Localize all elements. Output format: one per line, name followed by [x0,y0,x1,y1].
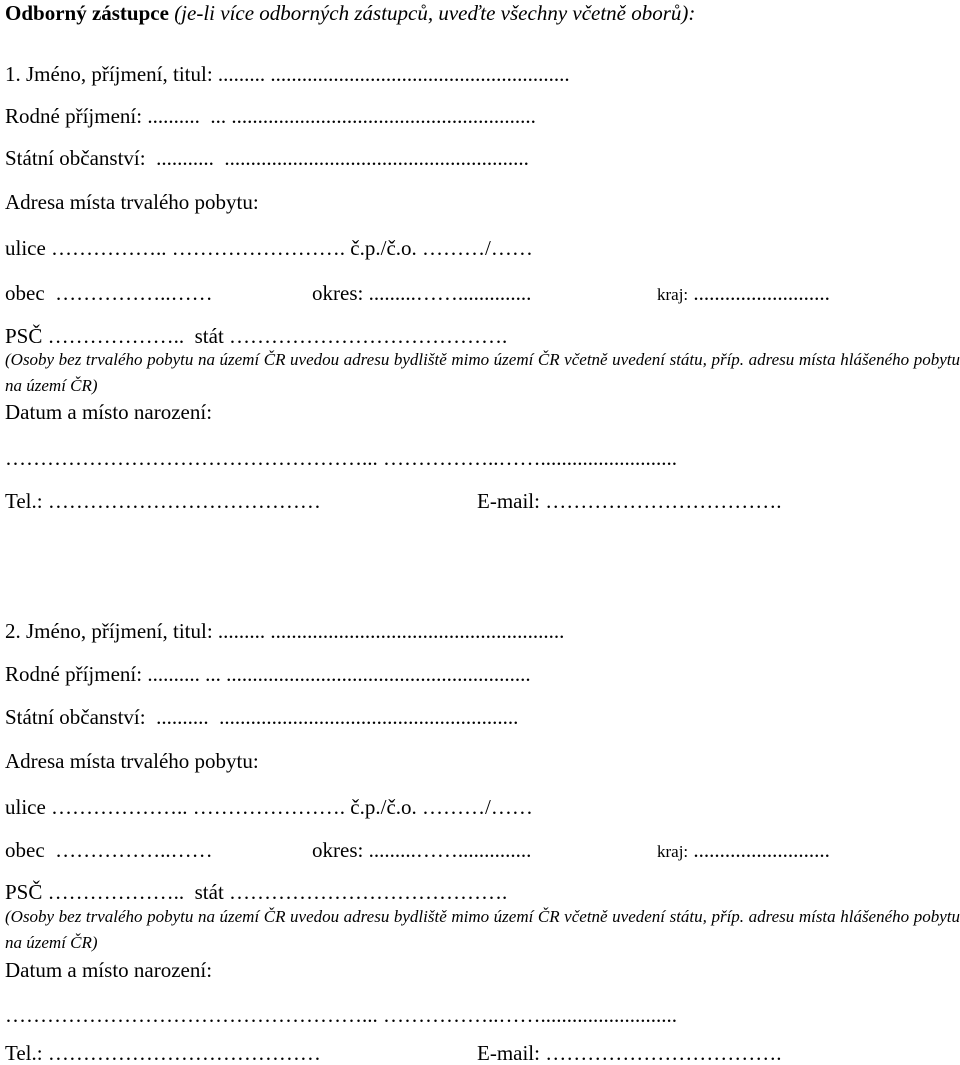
psc-stat-field[interactable]: PSČ ……………….. stát …………………………………. [5,880,508,904]
birth-heading: Datum a místo narození: [5,958,213,982]
citizenship-field[interactable]: Státní občanství: ........... .......................................................... [5,146,529,170]
name-field[interactable]: 2. Jméno, příjmení, titul: ......... ........................................................ [5,619,565,643]
street-field[interactable]: ulice …………….. ……………………. č.p./č.o. ………/…… [5,236,533,260]
address-note: (Osoby bez trvalého pobytu na území ČR uvedou adresu bydliště mimo území ČR včetně uvedení státu, příp. adresu místa hlášeného pobytu na území ČR) [5,350,960,395]
street-field[interactable]: ulice ……………….. …………………. č.p./č.o. ………/…… [5,795,533,819]
kraj-dots: .......................... [688,838,830,862]
address-note: (Osoby bez trvalého pobytu na území ČR uvedou adresu bydliště mimo území ČR včetně uvedení státu, příp. adresu místa hlášeného pobytu na území ČR) [5,907,960,952]
okres-field[interactable]: okres: .........…….............. [312,281,532,305]
kraj-field[interactable] [657,281,830,307]
kraj-label: kraj: [657,285,689,304]
obec-field[interactable]: obec ……………..…… [5,838,213,862]
birth-surname-field[interactable]: Rodné příjmení: .......... ... .......................................................... [5,104,536,128]
kraj-field[interactable] [657,838,830,864]
address-heading: Adresa místa trvalého pobytu: [5,190,259,214]
kraj-dots: .......................... [688,281,830,305]
section-subtitle: (je-li více odborných zástupců, uveďte všechny včetně oborů): [174,1,696,25]
kraj-label: kraj: [657,842,689,861]
name-field[interactable]: 1. Jméno, příjmení, titul: ......... ......................................................... [5,62,570,86]
okres-field[interactable]: okres: .........…….............. [312,838,532,862]
birth-field[interactable]: ……………………………………………... ……………..…….......................... [5,1003,677,1027]
birth-heading: Datum a místo narození: [5,400,213,424]
address-heading: Adresa místa trvalého pobytu: [5,749,259,773]
section-title: Odborný zástupce [5,1,169,25]
tel-field[interactable]: Tel.: ………………………………… [5,1041,327,1065]
email-field[interactable]: E-mail: ……………………………. [477,1041,782,1065]
birth-surname-field[interactable]: Rodné příjmení: .......... ... .......................................................... [5,662,531,686]
section-header [5,1,695,25]
birth-field[interactable]: ……………………………………………... ……………..…….......................... [5,446,677,470]
psc-stat-field[interactable]: PSČ ……………….. stát …………………………………. [5,324,508,348]
obec-field[interactable]: obec ……………..…… [5,281,213,305]
tel-field[interactable]: Tel.: ………………………………… [5,489,327,513]
email-field[interactable]: E-mail: ……………………………. [477,489,782,513]
citizenship-field[interactable]: Státní občanství: .......... ......................................................... [5,705,519,729]
